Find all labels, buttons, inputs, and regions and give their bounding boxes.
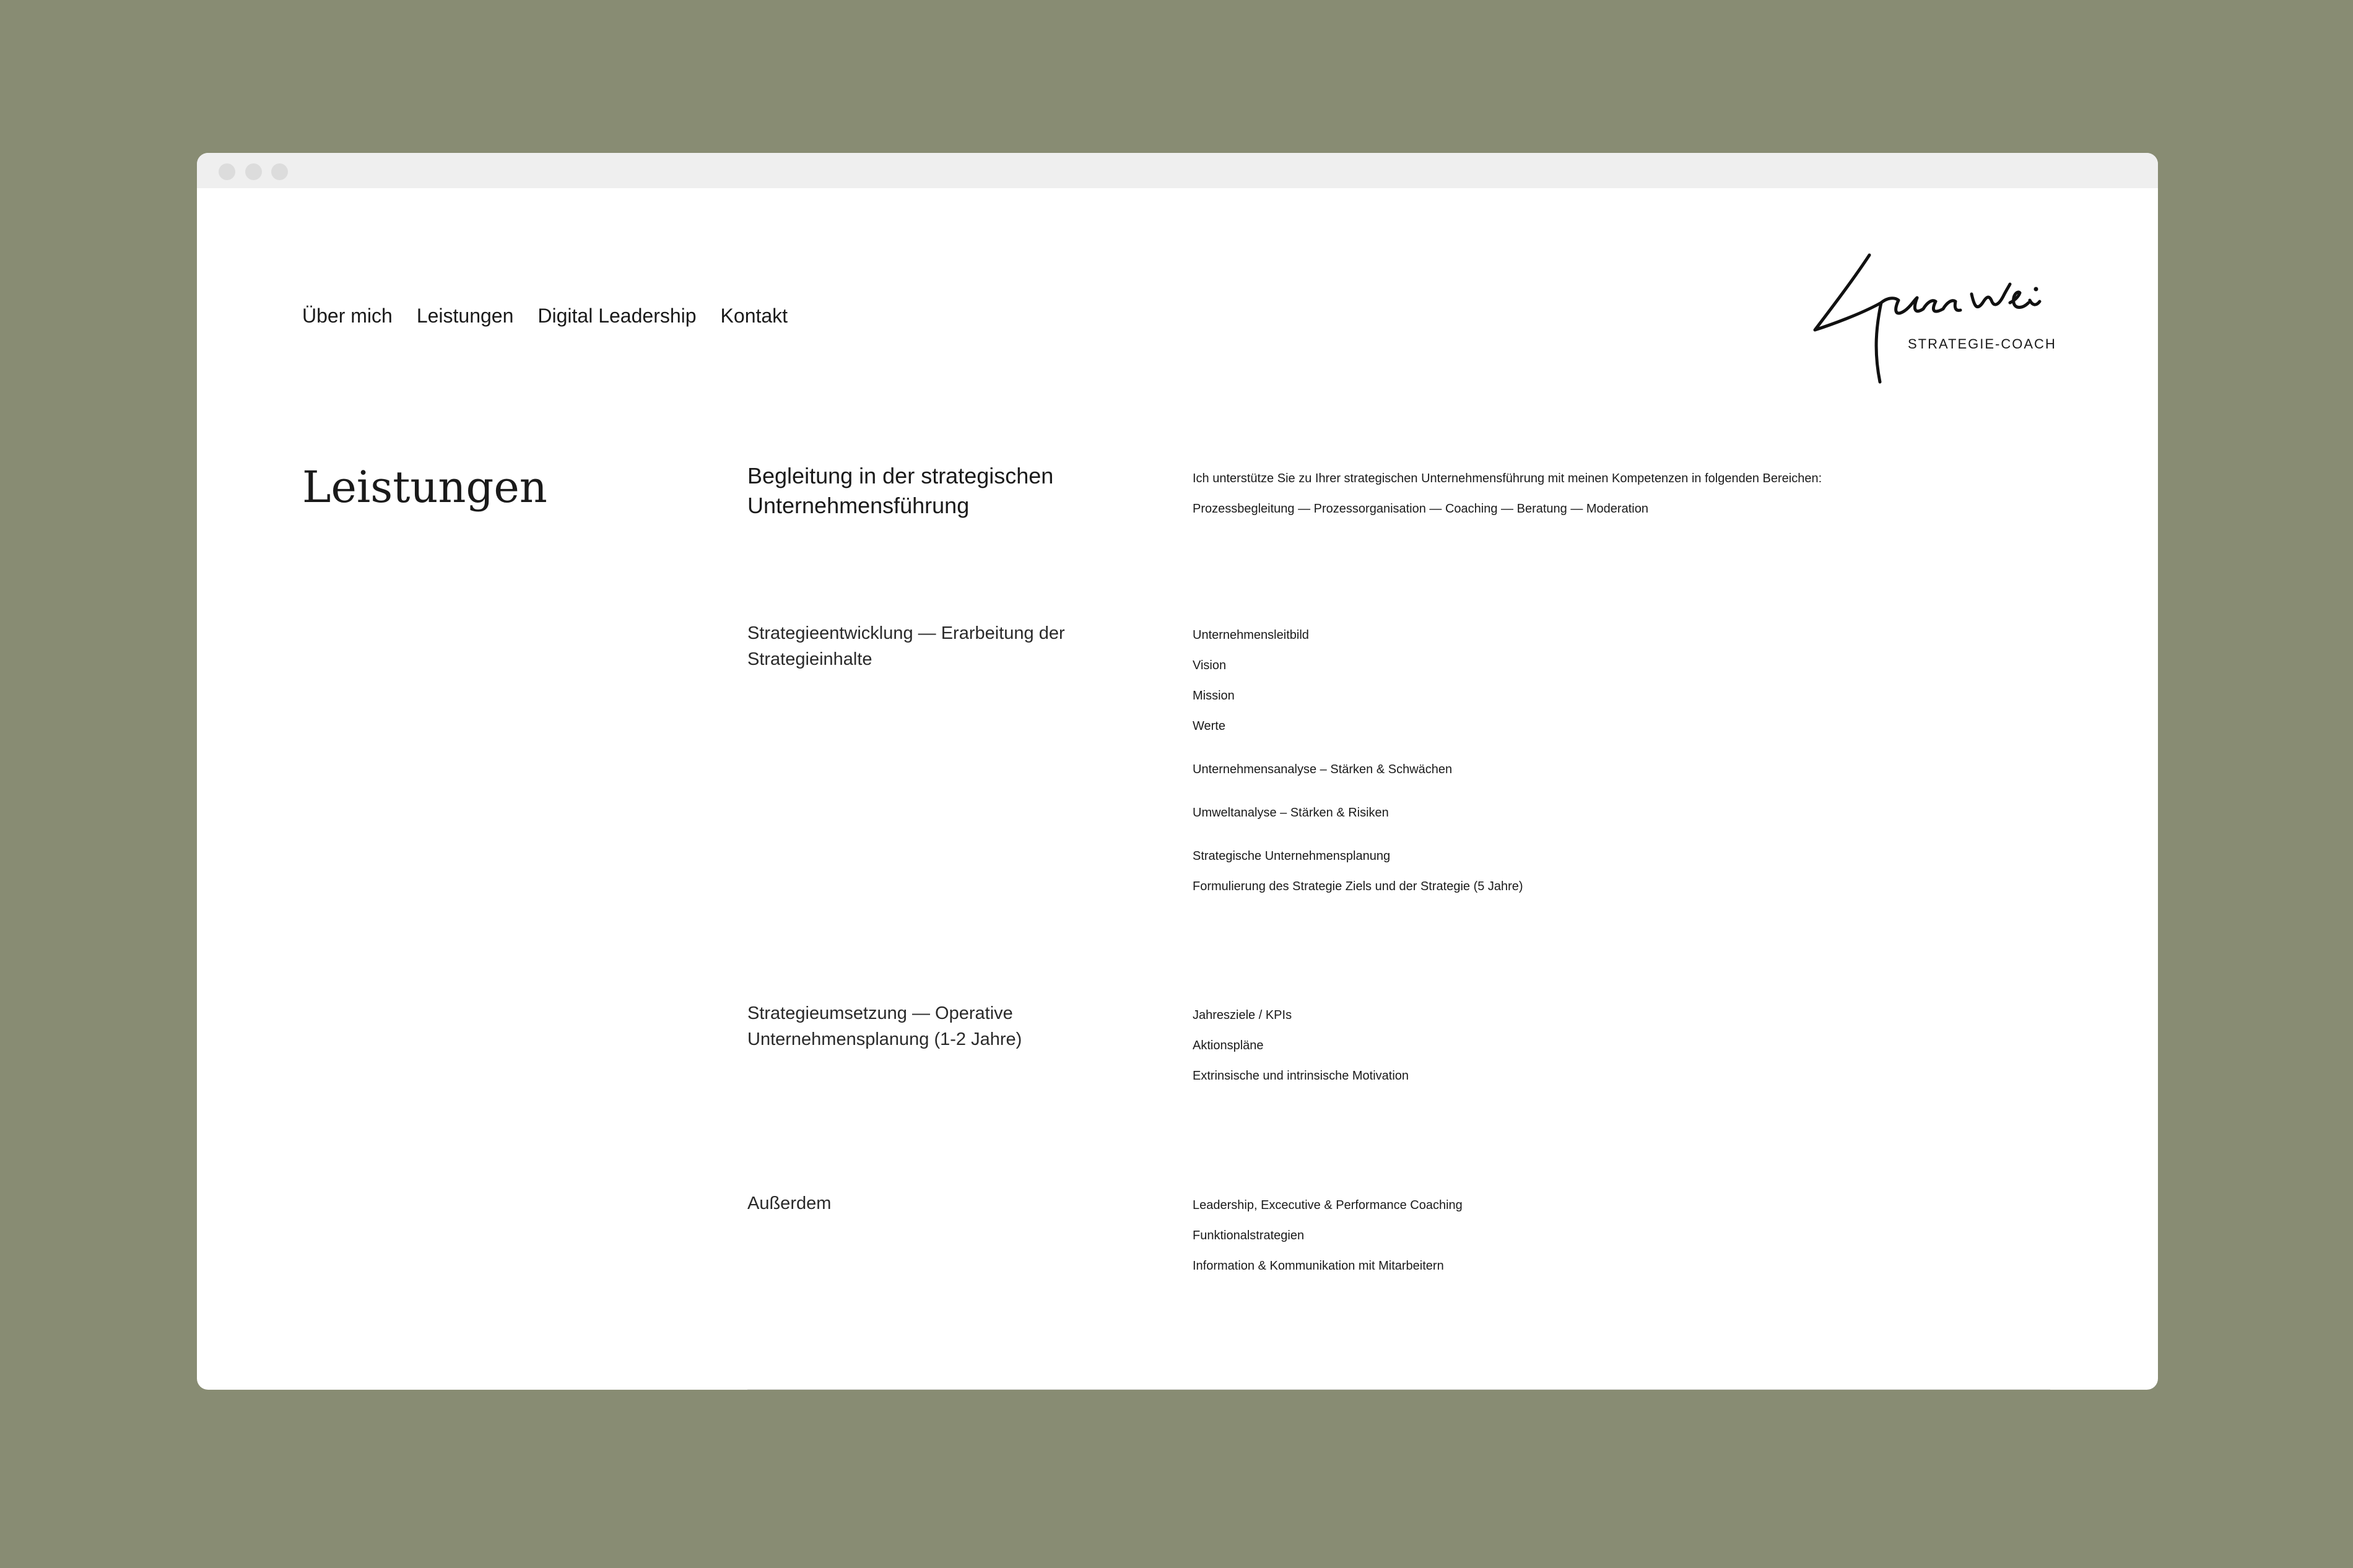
list-item: Vision [1193,659,1227,672]
list-item: Prozessbegleitung — Prozessorganisation — Coaching — Beratung — Moderation [1193,502,1648,516]
list-item: Ich unterstütze Sie zu Ihrer strategischen Unternehmensführung mit meinen Kompetenzen in folgenden Bereichen: [1193,472,1822,485]
window-minimize-dot[interactable] [245,163,262,180]
window-close-dot[interactable] [219,163,235,180]
list-item: Mission [1193,689,1235,703]
list-item: Unternehmensanalyse – Stärken & Schwächen [1193,763,1453,776]
browser-window [197,153,2158,1390]
list-item: Strategische Unternehmensplanung [1193,849,1391,863]
list-item: Formulierung des Strategie Ziels und der Strategie (5 Jahre) [1193,880,1523,893]
section-body [1193,1190,2158,1281]
nav-item-digital-leadership[interactable]: Digital Leadership [537,305,697,327]
window-titlebar [197,153,2158,188]
list-item: Unternehmensleitbild [1193,628,1309,642]
logo-subtitle: STRATEGIE-COACH [1908,336,2056,352]
section-heading: Strategieentwicklung — Erarbeitung der Strategieinhalte [747,623,1065,669]
list-item: Information & Kommunikation mit Mitarbeitern [1193,1259,1444,1273]
list-item: Aktionspläne [1193,1039,1264,1052]
list-item: Jahresziele / KPIs [1193,1008,1292,1022]
list-item: Leadership, Excecutive & Performance Coaching [1193,1198,1463,1212]
section-body [1193,464,2158,524]
site-logo[interactable] [1812,252,2059,388]
footer-divider [747,1389,2050,1390]
window-maximize-dot[interactable] [271,163,288,180]
nav-item-kontakt[interactable]: Kontakt [720,305,788,327]
list-item: Werte [1193,719,1225,733]
list-item: Extrinsische und intrinsische Motivation [1193,1069,1409,1083]
section-body [1193,620,2158,902]
section-heading: Außerdem [747,1193,832,1213]
list-item: Funktionalstrategien [1193,1229,1305,1242]
section-heading: Begleitung in der strategischen Unternehmensführung [747,463,1054,518]
list-item: Umweltanalyse – Stärken & Risiken [1193,806,1389,820]
section-body [1193,1000,2158,1091]
nav-item-leistungen[interactable]: Leistungen [416,305,514,327]
section-heading: Strategieumsetzung — Operative Unternehmensplanung (1-2 Jahre) [747,1003,1022,1049]
main-nav [302,305,788,327]
page-title: Leistungen [302,462,547,513]
nav-item-ueber-mich[interactable]: Über mich [302,305,393,327]
signature-logo [1812,252,2047,388]
